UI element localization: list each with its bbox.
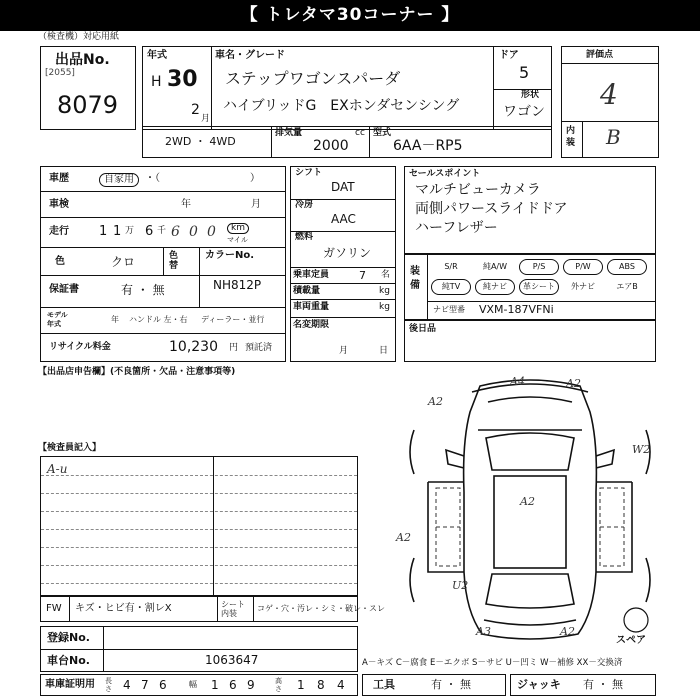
damage-mark-2: A2 [566,377,581,390]
chassis-label: 車台No. [47,654,90,667]
score-box [561,46,659,158]
warranty-value: 有 ・ 無 [121,283,165,297]
fw-rest: コゲ・穴・汚レ・シミ・破レ・スレ [257,604,385,613]
shift-value: DAT [331,180,355,194]
damage-mark-9: A2 [560,625,575,638]
sales-point-1: マルチビューカメラ [415,182,541,198]
inspector-notes [40,456,358,596]
car-grade: ハイブリッドG EXホンダセンシング [223,98,460,114]
lot-stamp: [2055] [45,68,75,78]
model-year-year: 年 [111,315,119,324]
score-value: 4 [600,78,618,111]
jack-label: ジャッキ [517,678,561,691]
tools-box [362,674,506,696]
color-code: NH812P [213,278,262,292]
weight-unit: kg [379,302,390,312]
sales-points-label: セールスポイント [409,169,481,179]
specs-block [40,166,286,362]
length-d2: 7 [141,678,149,692]
year-month: 2 [191,102,200,118]
sales-point-3: ハーフレザー [415,220,498,236]
width-d1: 1 [211,678,219,692]
car-damage-diagram [400,372,660,652]
model-label: 型式 [373,128,392,138]
recycle-value: 10,230 [169,339,218,355]
inspection-month-unit: 月 [251,199,261,210]
recycle-label: リサイクル料金 [49,342,111,352]
length-d1: 4 [123,678,131,692]
aftermarket-label: 後日品 [409,324,437,334]
equip-ext-navi: 外ナビ [571,282,595,291]
aftermarket-box [404,320,656,362]
color-change-label: 色替 [169,251,179,271]
lot-number: 8079 [57,91,119,119]
damage-mark-6: A2 [396,531,411,544]
height-label: 高さ [275,677,282,693]
doors-label: ドア [499,50,519,61]
model-year-dealer: ディーラー・並行 [201,315,265,324]
mileage-man: 万 [125,226,135,236]
warranty-label: 保証書 [49,284,79,295]
seller-report-label: 【出品店申告欄】(不良箇所・欠品・注意事項等) [38,367,236,377]
history-circled: 自家用 [99,173,139,187]
color-value: クロ [111,255,136,269]
width-d3: 9 [247,678,255,692]
width-d2: 6 [229,678,237,692]
damage-legend: A－キズ C－腐食 E－エクボ S－サビ U－凹ミ W－補修 XX－交換済 [362,658,623,668]
score-label: 評価点 [586,50,614,60]
mileage-digit-5: 0 [189,224,198,240]
deadline-month: 月 [339,346,349,356]
mileage-km: km [227,223,249,234]
year-month-unit: 月 [201,114,211,124]
equip-ps: P/S [519,259,559,275]
fw-row [40,596,385,622]
load-label: 積載量 [293,286,321,296]
sales-point-2: 両側パワースライドドア [415,201,568,217]
damage-mark-1: A4 [510,375,525,388]
width-label: 幅 [189,680,197,689]
length-label: 長さ [105,677,112,693]
fuel-label: 燃料 [295,232,314,242]
damage-mark-5: A2 [520,495,535,508]
deadline-label: 名変期限 [293,320,330,330]
lot-label: 出品No. [55,52,110,68]
history-rest: ・（ ） [145,173,260,184]
displacement-unit: cc [355,128,365,138]
inspector-note-1: A-u [47,462,68,476]
inspection-year-unit: 年 [181,199,191,210]
body-type-label: 形状 [521,90,540,100]
capacity-unit: 名 [381,270,391,280]
certificate-row [40,674,358,696]
jack-box [510,674,656,696]
mileage-sen: 千 [157,226,167,236]
tools-value: 有 ・ 無 [431,678,471,691]
deadline-day: 日 [379,346,389,356]
equip-alloy: 純A/W [482,262,508,271]
mileage-digit-4: 6 [171,224,180,240]
damage-mark-8: A3 [476,625,491,638]
mileage-digit-6: 0 [207,224,216,240]
tools-label: 工具 [373,678,395,691]
fw-label: FW [46,603,62,614]
fuel-value: ガソリン [323,246,372,260]
equip-pw: P/W [563,259,603,275]
color-label: 色 [55,256,65,267]
equipment-label: 装備 [410,266,420,291]
ac-value: AAC [331,212,356,226]
equip-leather: 革シート [519,279,559,295]
damage-mark-7: U2 [452,579,469,592]
spare-label: スペア [616,635,646,646]
year-era: H [151,74,162,90]
history-label: 車歴 [49,173,69,184]
color-code-label: カラーNo. [205,250,255,261]
mileage-mile: マイル [227,236,248,244]
certificate-label: 車庫証明用 [45,679,95,690]
spec-row [142,126,552,158]
recycle-unit: 円 [229,343,239,353]
interior-label: 内装 [566,126,576,148]
height-d3: 4 [337,678,345,692]
damage-mark-4: W2 [632,443,651,456]
registration-box [40,626,358,672]
mileage-digit-2: 1 [113,224,122,239]
fw-items: キズ・ヒビ有・割レX [75,603,172,614]
drive-value: 2WD ・ 4WD [165,135,236,148]
vehicle-box [142,46,552,130]
jack-value: 有 ・ 無 [583,678,623,691]
recycle-note: 預託済 [245,343,273,353]
inspector-label: 【検査員記入】 [38,443,102,453]
equip-navi: 純ナビ [475,279,515,295]
body-type-value: ワゴン [503,104,545,120]
navi-model-label: ナビ型番 [433,305,465,314]
year-label: 年式 [147,50,167,61]
registration-label: 登録No. [47,631,90,644]
car-label: 車名・グレード [215,50,285,61]
car-name: ステップワゴンスパーダ [225,69,401,88]
model-year-handle: ハンドル 左・右 [129,315,188,324]
navi-model: VXM-187VFNi [479,303,554,316]
length-d3: 6 [159,678,167,692]
model-year-label: モデル年式 [47,311,68,328]
mechanics-block [290,166,396,362]
height-d2: 8 [317,678,325,692]
load-unit: kg [379,286,390,296]
doors-value: 5 [519,63,530,82]
inspection-label: 車検 [49,199,69,210]
equip-tv: 純TV [431,279,471,295]
chassis-value: 1063647 [205,653,259,667]
interior-value: B [606,125,621,149]
shift-label: シフト [295,168,323,178]
displacement-label: 排気量 [275,128,303,138]
equip-abs: ABS [607,259,647,275]
mileage-digit-1: 1 [99,224,108,239]
displacement-value: 2000 [313,138,349,154]
capacity-value: 7 [359,269,366,282]
sales-points-box [404,166,656,254]
model-value: 6AA－RP5 [393,138,463,154]
equip-airbag: エアB [616,282,638,291]
banner-title: 【 トレタマ30コーナー 】 [0,0,700,31]
capacity-label: 乗車定員 [293,270,330,280]
mileage-label: 走行 [49,226,69,237]
mileage-digit-3: 6 [145,224,154,239]
lot-box [40,46,136,130]
fw-seat-label: シート内装 [221,600,245,618]
ac-label: 冷房 [295,200,314,210]
height-d1: 1 [297,678,305,692]
equip-sr: S/R [444,262,458,271]
equipment-box [404,254,656,320]
damage-mark-3: A2 [428,395,443,408]
year-value: 30 [167,67,198,92]
weight-label: 車両重量 [293,302,330,312]
top-note: （検査機）対応用紙 [38,32,120,42]
